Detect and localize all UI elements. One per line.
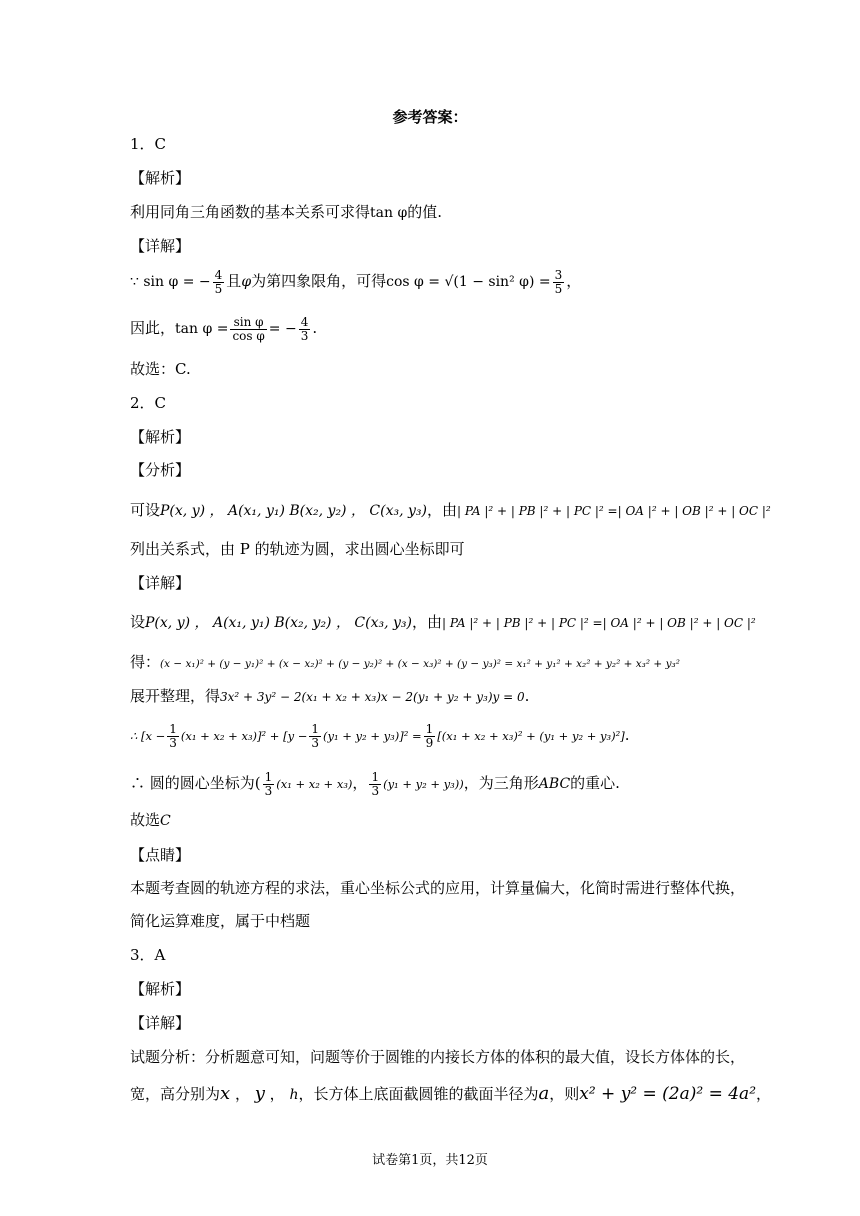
q1-tan-expr: tan φ = [175, 321, 229, 337]
q2-xiangjie-line5 [130, 768, 620, 799]
q1-frac-sin-cos [230, 316, 266, 343]
q2-xj-eq: | PA |² + | PB |² + | PC |² =| OA |² + | OB |² + | OC |² [442, 616, 756, 630]
q3-var-x: x [220, 1083, 231, 1104]
q2-frac-b-den: 3 [311, 735, 320, 750]
q1-frac-3-5 [553, 269, 565, 296]
page-footer: 试卷第1页，共12页 [372, 1153, 488, 1168]
q2-xj5-b: (y₁ + y₂ + y₃)) [383, 777, 464, 791]
q2-xj4-a: ∴ [x − [130, 729, 166, 743]
q2-xiangjie-line1 [130, 612, 756, 633]
q2-xj2-pre: 得： [130, 653, 161, 671]
q3-line2-end: ， [756, 1085, 772, 1103]
q1-line1-mid2: 为第四象限角，可得 [251, 272, 387, 290]
q2-xj3-end: . [524, 687, 530, 705]
q1-xiangjie-label: 【详解】 [130, 237, 191, 255]
q3-line2-then: ，则 [549, 1085, 580, 1103]
q2-xj2-eq: (x − x₁)² + (y − y₁)² + (x − x₂)² + (y − y₂)² + (x − x₃)² + (y − y₃)² = x₁² + y₁² + x₂² + y₂² + x₃² + y₃² [160, 658, 680, 670]
q3-jiexi-label: 【解析】 [130, 980, 191, 998]
q2-conclusion [130, 810, 171, 831]
q2-xj5-abc: ABC [538, 776, 571, 792]
q2-xj3-eq: 3x² + 3y² − 2(x₁ + x₂ + x₃)x − 2(y₁ + y₂ + y₃)y = 0 [220, 690, 525, 704]
q1-phi: φ [241, 274, 252, 290]
q2-frac-b-num: 1 [311, 721, 320, 736]
q1-jiexi-post: 的值. [407, 203, 443, 221]
q2-frac-c-den: 9 [425, 735, 434, 750]
q2-frac-1-9 [424, 723, 436, 750]
q2-frac-d-num: 1 [264, 769, 273, 784]
page-title: 参考答案： [392, 108, 468, 126]
q2-frac-e-num: 1 [371, 769, 380, 784]
q2-answer: 2．C [130, 394, 167, 412]
q2-fenxi-label: 【分析】 [130, 461, 191, 479]
q1-frac3-den: cos φ [232, 328, 265, 343]
q2-xj5-end: 的重心. [570, 774, 620, 792]
q2-xj5-a: (x₁ + x₂ + x₃) [276, 777, 353, 791]
q2-fenxi-line2: 列出关系式，由 P 的轨迹为圆，求出圆心坐标即可 [130, 540, 465, 558]
q1-answer: 1．C [130, 135, 167, 153]
q2-frac-1-3-b [309, 723, 321, 750]
q2-xj5-pre: ∴ 圆的圆心坐标为( [130, 774, 261, 792]
q2-frac-a-den: 3 [169, 735, 177, 750]
q2-conclusion-pre: 故选 [130, 811, 161, 829]
q2-xj5-sep: ， [352, 774, 368, 792]
q1-frac-den: 5 [214, 281, 223, 296]
q2-xj5-post: ，为三角形 [463, 774, 539, 792]
q2-frac-1-3-c [263, 771, 275, 798]
q2-frac-e-den: 3 [371, 783, 380, 798]
q2-fenxi-eq: | PA |² + | PB |² + | PC |² =| OA |² + | OB |² + | OC |² [457, 504, 771, 518]
q2-frac-1-3-d [369, 771, 381, 798]
q2-jiexi-label: 【解析】 [130, 428, 191, 446]
q1-line2-pre: 因此， [130, 319, 176, 337]
q1-cos-expr: cos φ = √(1 − sin² φ) = [386, 274, 551, 290]
q2-xj3-pre: 展开整理，得 [130, 687, 221, 705]
q2-xj4-b: (x₁ + x₂ + x₃)]² + [y − [180, 729, 308, 743]
q2-conclusion-c: C [160, 813, 171, 829]
q1-frac2-num: 3 [554, 267, 563, 282]
q1-line2-eq: = − [268, 321, 297, 337]
q2-fenxi-pre: 可设 [130, 501, 161, 519]
q2-xj4-c: (y₁ + y₂ + y₃)]² = [323, 729, 422, 743]
q3-line2-pre: 宽，高分别为 [130, 1085, 221, 1103]
q3-answer: 3．A [130, 946, 166, 964]
q1-frac4-den: 3 [300, 328, 309, 343]
q2-xj4-d: [(x₁ + x₂ + x₃)² + (y₁ + y₂ + y₃)²] [437, 729, 625, 743]
q1-jiexi-math: tan φ [370, 205, 408, 221]
q1-jiexi-text [130, 202, 442, 223]
q2-xiangjie-line4 [130, 720, 630, 751]
q3-line2-eq: x² + y² = (2a)² = 4a² [579, 1084, 757, 1104]
q2-frac-d-den: 3 [264, 783, 273, 798]
q2-fenxi-line1 [130, 500, 771, 521]
q2-xj-points: P(x, y) ， A(x₁, y₁) B(x₂, y₂) ， C(x₃, y₃) [145, 615, 412, 631]
q1-line2-end: . [312, 319, 318, 337]
q1-frac2-den: 5 [554, 281, 563, 296]
q2-dianjing-label: 【点睛】 [130, 846, 191, 864]
q2-frac-1-3-a [167, 723, 179, 750]
q2-xj-pre: 设 [130, 613, 146, 631]
q1-frac-num: 4 [214, 267, 223, 282]
q3-xiangjie-label: 【详解】 [130, 1014, 191, 1032]
q3-line2-mid: ，长方体上底面截圆锥的截面半径为 [298, 1085, 539, 1103]
q3-var-y: y [254, 1083, 265, 1104]
q3-line1: 试题分析：分析题意可知，问题等价于圆锥的内接长方体的体积的最大值，设长方体体的长， [130, 1048, 746, 1066]
q1-sin-expr: ∵ sin φ = − [130, 274, 211, 290]
q1-jiexi-pre: 利用同角三角函数的基本关系可求得 [130, 203, 371, 221]
q1-jiexi-label: 【解析】 [130, 169, 191, 187]
q1-line1-end: ， [566, 272, 582, 290]
q2-fenxi-mid: ，由 [427, 501, 458, 519]
q1-solution-line2 [130, 313, 317, 344]
q1-line1-mid: 且 [226, 272, 242, 290]
q3-var-a: a [538, 1083, 550, 1104]
q2-xiangjie-line3 [130, 686, 529, 707]
q1-solution-line1 [130, 266, 581, 297]
q2-xj4-end: . [624, 726, 630, 744]
q1-frac3-num: sin φ [230, 316, 266, 330]
q2-frac-a-num: 1 [169, 721, 177, 736]
q2-dianjing-line1: 本题考查圆的轨迹方程的求法，重心坐标公式的应用，计算量偏大，化简时需进行整体代换， [130, 879, 746, 897]
q2-xiangjie-line2 [130, 652, 680, 674]
q1-frac-4-5 [213, 269, 225, 296]
q2-xj-mid: ，由 [412, 613, 443, 631]
q1-frac4-num: 4 [300, 314, 309, 329]
q1-conclusion: 故选：C. [130, 360, 191, 378]
q2-fenxi-points: P(x, y) ， A(x₁, y₁) B(x₂, y₂) ， C(x₃, y₃) [160, 503, 427, 519]
q2-frac-c-num: 1 [425, 721, 434, 736]
q2-dianjing-line2: 简化运算难度，属于中档题 [130, 912, 311, 930]
q3-var-h: h [289, 1087, 299, 1103]
q3-line2: 宽，高分别为x ， y ， h，长方体上底面截圆锥的截面半径为a，则x² + y² = (2a)² = 4a²， [130, 1083, 772, 1104]
q2-xiangjie-label: 【详解】 [130, 574, 191, 592]
q1-frac-4-3 [299, 316, 311, 343]
